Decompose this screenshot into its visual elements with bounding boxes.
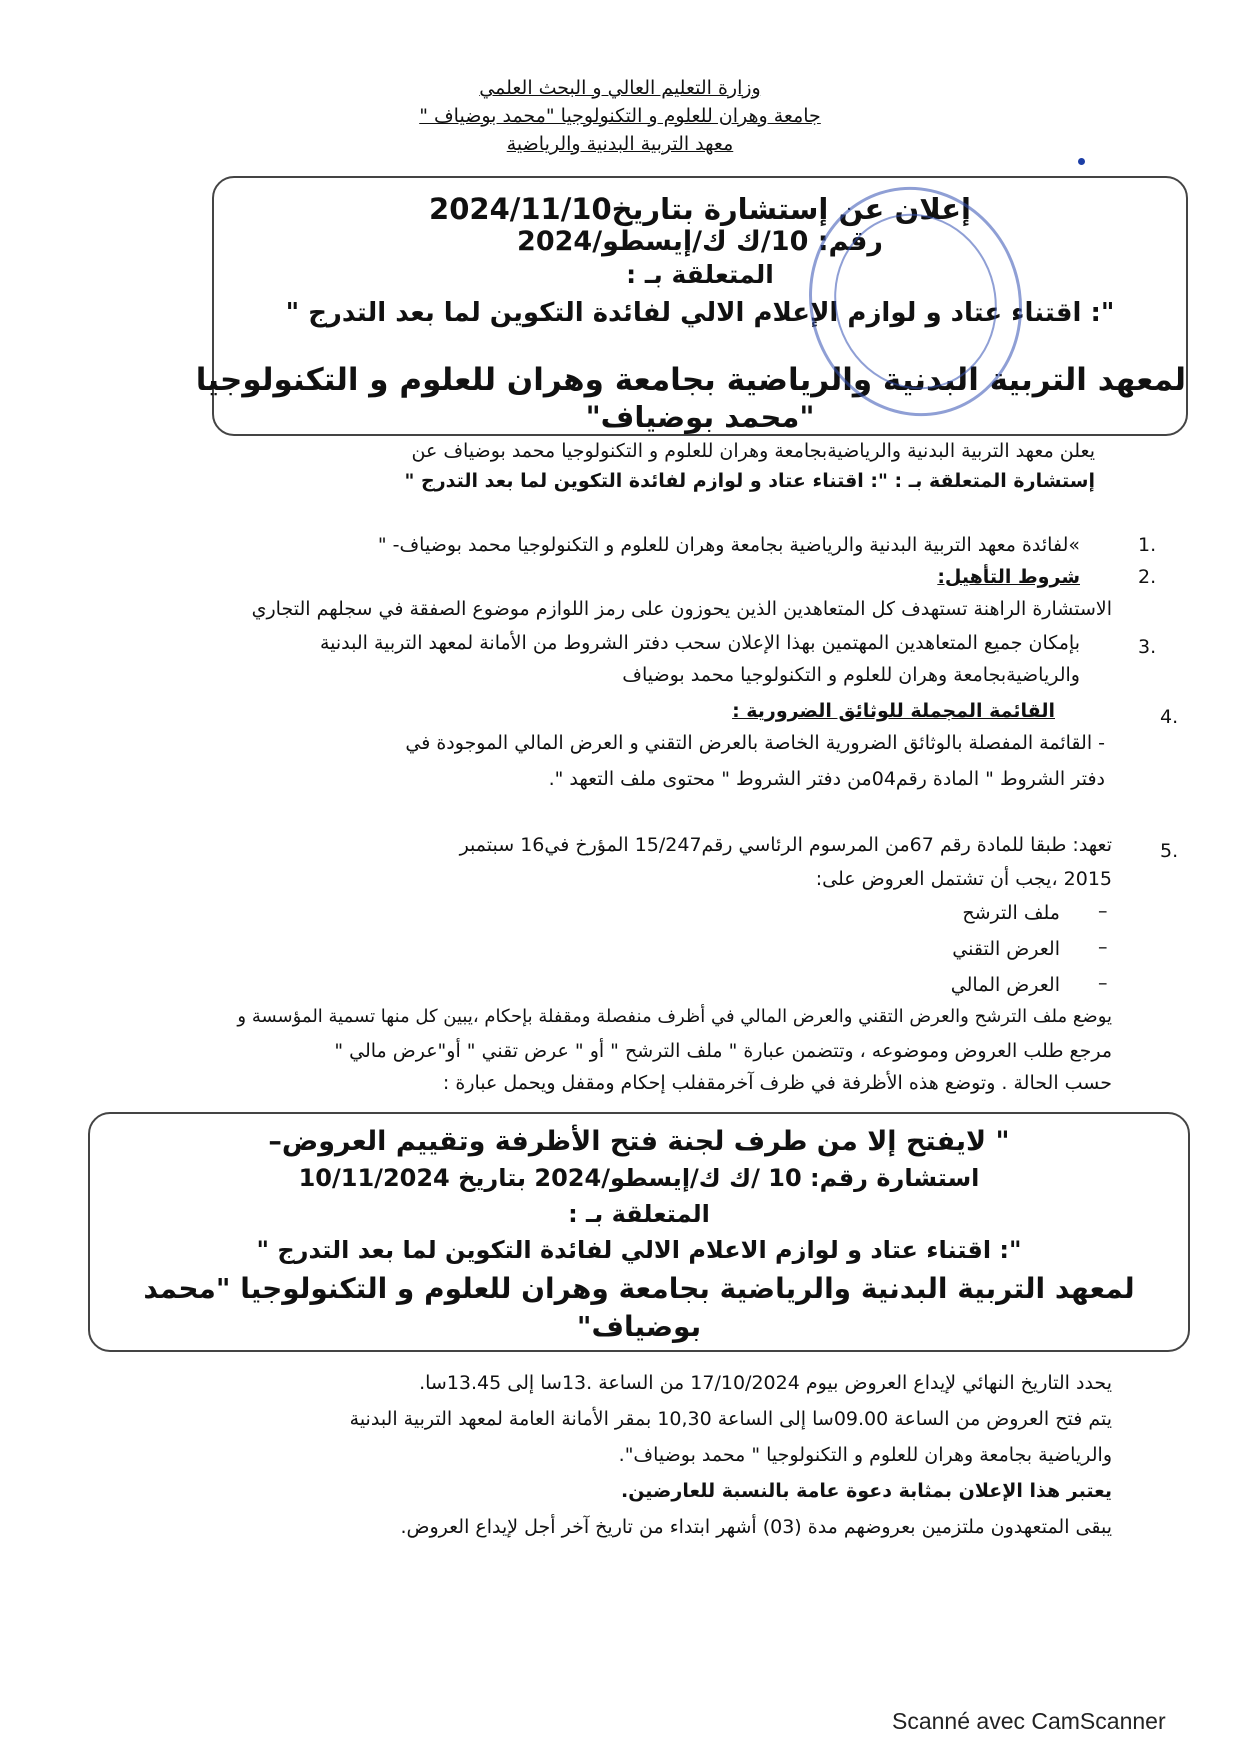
item-1-text: »لفائدة معهد التربية البدنية والرياضية بجامعة وهران للعلوم و التكنولوجيا محمد بوضياف- ": [377, 534, 1080, 556]
envelope-line-1: يوضع ملف الترشح والعرض التقني والعرض المالي في أظرف منفصلة ومقفلة بإحكام ،يبين كل منها تسمية المؤسسة و: [237, 1006, 1112, 1027]
envelope-box-line-1: " لايفتح إلا من طرف لجنة فتح الأظرفة وتقييم العروض–: [268, 1126, 1010, 1157]
item-5-line-1: تعهد: طبقا للمادة رقم 67من المرسوم الرئاسي رقم15/247 المؤرخ في16 سبتمبر: [459, 834, 1112, 856]
item-4-line-2: دفتر الشروط " المادة رقم04من دفتر الشروط " محتوى ملف التعهد ".: [548, 768, 1105, 790]
announcement-title: إعلان عن إستشارة بتاريخ2024/11/10: [429, 192, 971, 226]
closing-opening-line-2: والرياضية بجامعة وهران للعلوم و التكنولوجيا " محمد بوضياف".: [618, 1444, 1112, 1466]
sub-item-3: العرض المالي: [950, 974, 1060, 996]
item-5-line-2: 2015 ،يجب أن تشتمل العروض على:: [815, 868, 1112, 890]
announcement-box: [195, 176, 1188, 436]
item-4-number: 4.: [1160, 706, 1179, 728]
ministry-line: وزارة التعليم العالي و البحث العلمي: [479, 77, 761, 99]
envelope-label-box: [88, 1112, 1190, 1352]
ink-dot: [1078, 158, 1085, 165]
closing-deadline: يحدد التاريخ النهائي لإيداع العروض بيوم 17/10/2024 من الساعة .13سا إلى 13.45سا.: [419, 1372, 1112, 1394]
sub-item-3-dash: –: [1098, 972, 1108, 994]
announcement-subject: ": اقتناء عتاد و لوازم الإعلام الالي لفائدة التكوين لما بعد التدرج ": [285, 298, 1115, 328]
item-2-text: الاستشارة الراهنة تستهدف كل المتعاهدين الذين يحوزون على رمز اللوازم موضوع الصفقة في سجلهم التجاري: [251, 598, 1112, 620]
item-2-heading: شروط التأهيل:: [937, 566, 1080, 588]
item-4-heading: القائمة المجملة للوثائق الضرورية :: [732, 700, 1055, 722]
item-3-line-1: بإمكان جميع المتعاهدين المهتمين بهذا الإعلان سحب دفتر الشروط من الأمانة لمعهد التربية البدنية: [319, 632, 1080, 654]
closing-validity: يبقى المتعهدون ملتزمين بعروضهم مدة (03) أشهر ابتداء من تاريخ آخر أجل لإيداع العروض.: [400, 1516, 1112, 1538]
sub-item-1: ملف الترشح: [962, 902, 1060, 924]
announcement-related: المتعلقة بـ :: [626, 260, 774, 289]
item-3-line-2: والرياضيةبجامعة وهران للعلوم و التكنولوجيا محمد بوضياف: [622, 664, 1080, 686]
item-4-line-1: - القائمة المفصلة بالوثائق الضرورية الخاصة بالعرض التقني و العرض المالي الموجودة في: [405, 732, 1105, 754]
announcement-institute: لمعهد التربية البدنية والرياضية بجامعة وهران للعلوم و التكنولوجيا: [195, 362, 1186, 398]
item-5-number: 5.: [1160, 840, 1179, 862]
envelope-box-line-4: ": اقتناء عتاد و لوازم الاعلام الالي لفائدة التكوين لما بعد التدرج ": [256, 1236, 1022, 1264]
institute-line: معهد التربية البدنية والرياضية: [506, 133, 734, 155]
intro-line-2: إستشارة المتعلقة بـ : ": اقتناء عتاد و لوازم لفائدة التكوين لما بعد التدرج ": [404, 470, 1095, 492]
closing-public-invitation: يعتبر هذا الإعلان بمثابة دعوة عامة بالنسبة للعارضين.: [620, 1480, 1112, 1502]
envelope-line-2: مرجع طلب العروض وموضوعه ، وتتضمن عبارة " ملف الترشح " أو " عرض تقني " أو"عرض مالي ": [334, 1040, 1112, 1062]
item-3-number: 3.: [1138, 636, 1157, 658]
announcement-number: رقم: 10/ك ك/إيسطو/2024: [517, 226, 883, 257]
closing-opening-line-1: يتم فتح العروض من الساعة 09.00سا إلى الساعة 10,30 بمقر الأمانة العامة لمعهد التربية البدنية: [349, 1408, 1112, 1430]
envelope-box-line-6: بوضياف": [576, 1310, 702, 1343]
item-2-number: 2.: [1138, 566, 1157, 588]
sub-item-1-dash: –: [1098, 900, 1108, 922]
envelope-box-line-5: لمعهد التربية البدنية والرياضية بجامعة وهران للعلوم و التكنولوجيا "محمد: [143, 1272, 1135, 1305]
item-1-number: 1.: [1138, 534, 1157, 556]
sub-item-2-dash: –: [1098, 936, 1108, 958]
envelope-box-line-3: المتعلقة بـ :: [568, 1200, 710, 1228]
document-header: [300, 74, 940, 158]
scanner-watermark: Scanné avec CamScanner: [892, 1708, 1166, 1734]
university-line: جامعة وهران للعلوم و التكنولوجيا "محمد بوضياف ": [419, 105, 821, 127]
sub-item-2: العرض التقني: [952, 938, 1060, 960]
envelope-box-line-2: استشارة رقم: 10 /ك ك/إيسطو/2024 بتاريخ 10/11/2024: [298, 1164, 980, 1192]
envelope-line-3: حسب الحالة . وتوضع هذه الأظرفة في ظرف آخرمقفلب إحكام ومقفل ويحمل عبارة :: [442, 1072, 1112, 1094]
intro-line-1: يعلن معهد التربية البدنية والرياضيةبجامعة وهران للعلوم و التكنولوجيا محمد بوضياف عن: [411, 440, 1095, 462]
announcement-name: "محمد بوضياف": [585, 400, 815, 434]
